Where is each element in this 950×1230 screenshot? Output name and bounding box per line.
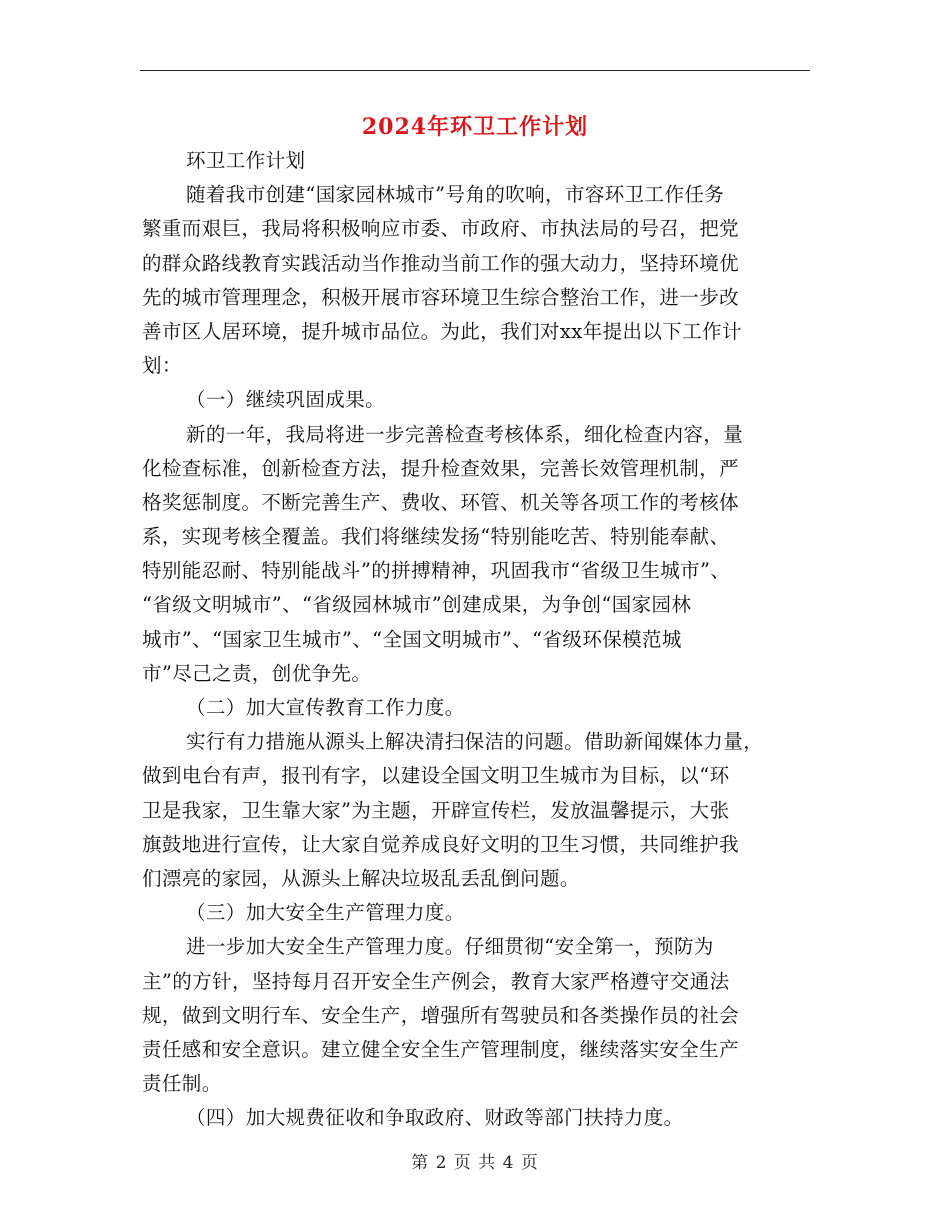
paragraph-line: 市”尽己之责，创优争先。: [142, 661, 372, 685]
paragraph-line: 主”的方针，坚持每月召开安全生产例会，教育大家严格遵守交通法: [142, 969, 730, 993]
paragraph-line: 卫是我家，卫生靠大家”为主题，开辟宣传栏，发放温馨提示，大张: [142, 798, 730, 822]
paragraph-line: 旗鼓地进行宣传，让大家自觉养成良好文明的卫生习惯，共同维护我: [142, 832, 740, 856]
paragraph-line: 城市”、“国家卫生城市”、“全国文明城市”、“省级环保模范城: [142, 627, 682, 651]
paragraph-line: 规，做到文明行车、安全生产，增强所有驾驶员和各类操作员的社会: [142, 1003, 740, 1027]
document-title: 2024年环卫工作计划: [361, 114, 589, 140]
paragraph-line: 先的城市管理理念，积极开展市容环境卫生综合整治工作，进一步改: [142, 285, 740, 309]
paragraph-line: 善市区人居环境，提升城市品位。为此，我们对xx年提出以下工作计: [142, 319, 742, 343]
paragraph-line: 随着我市创建“国家园林城市”号角的吹响，市容环卫工作任务: [186, 183, 725, 207]
paragraph-line: 划：: [142, 354, 182, 378]
paragraph-line: 格奖惩制度。不断完善生产、费收、环管、机关等各项工作的考核体: [142, 490, 740, 514]
header-rule: [140, 70, 810, 71]
paragraph-line: 特别能忍耐、特别能战斗”的拼搏精神，巩固我市“省级卫生城市”、: [142, 559, 731, 583]
page-number-footer: 第 2 页 共 4 页: [411, 1153, 539, 1173]
section-heading: （四）加大规费征收和争取政府、财政等部门扶持力度。: [186, 1106, 684, 1130]
paragraph-line: 责任感和安全意识。建立健全安全生产管理制度，继续落实安全生产: [142, 1037, 740, 1061]
paragraph-line: “省级文明城市”、“省级园林城市”创建成果，为争创“国家园林: [142, 593, 692, 617]
section-heading: （一）继续巩固成果。: [186, 388, 386, 412]
section-heading: （三）加大安全生产管理力度。: [186, 901, 465, 925]
paragraph-line: 责任制。: [142, 1072, 222, 1096]
paragraph-line: 实行有力措施从源头上解决清扫保洁的问题。借助新闻媒体力量，: [186, 730, 764, 754]
document-body: [142, 144, 810, 1135]
paragraph-line: 做到电台有声，报刊有字，以建设全国文明卫生城市为目标，以“环: [142, 764, 730, 788]
paragraph-line: 化检查标准，创新检查方法，提升检查效果，完善长效管理机制，严: [142, 456, 740, 480]
paragraph-line: 新的一年，我局将进一步完善检查考核体系，细化检查内容，量: [186, 422, 744, 446]
paragraph-line: 的群众路线教育实践活动当作推动当前工作的强大动力，坚持环境优: [142, 251, 740, 275]
subtitle-line: 环卫工作计划: [186, 149, 306, 172]
paragraph-line: 们漂亮的家园，从源头上解决垃圾乱丢乱倒问题。: [142, 866, 580, 890]
paragraph-line: 系，实现考核全覆盖。我们将继续发扬“特别能吃苦、特别能奉献、: [142, 525, 730, 549]
paragraph-line: 繁重而艰巨，我局将积极响应市委、市政府、市执法局的号召，把党: [142, 217, 740, 241]
section-heading: （二）加大宣传教育工作力度。: [186, 696, 465, 719]
paragraph-line: 进一步加大安全生产管理力度。仔细贯彻“安全第一，预防为: [186, 935, 714, 959]
